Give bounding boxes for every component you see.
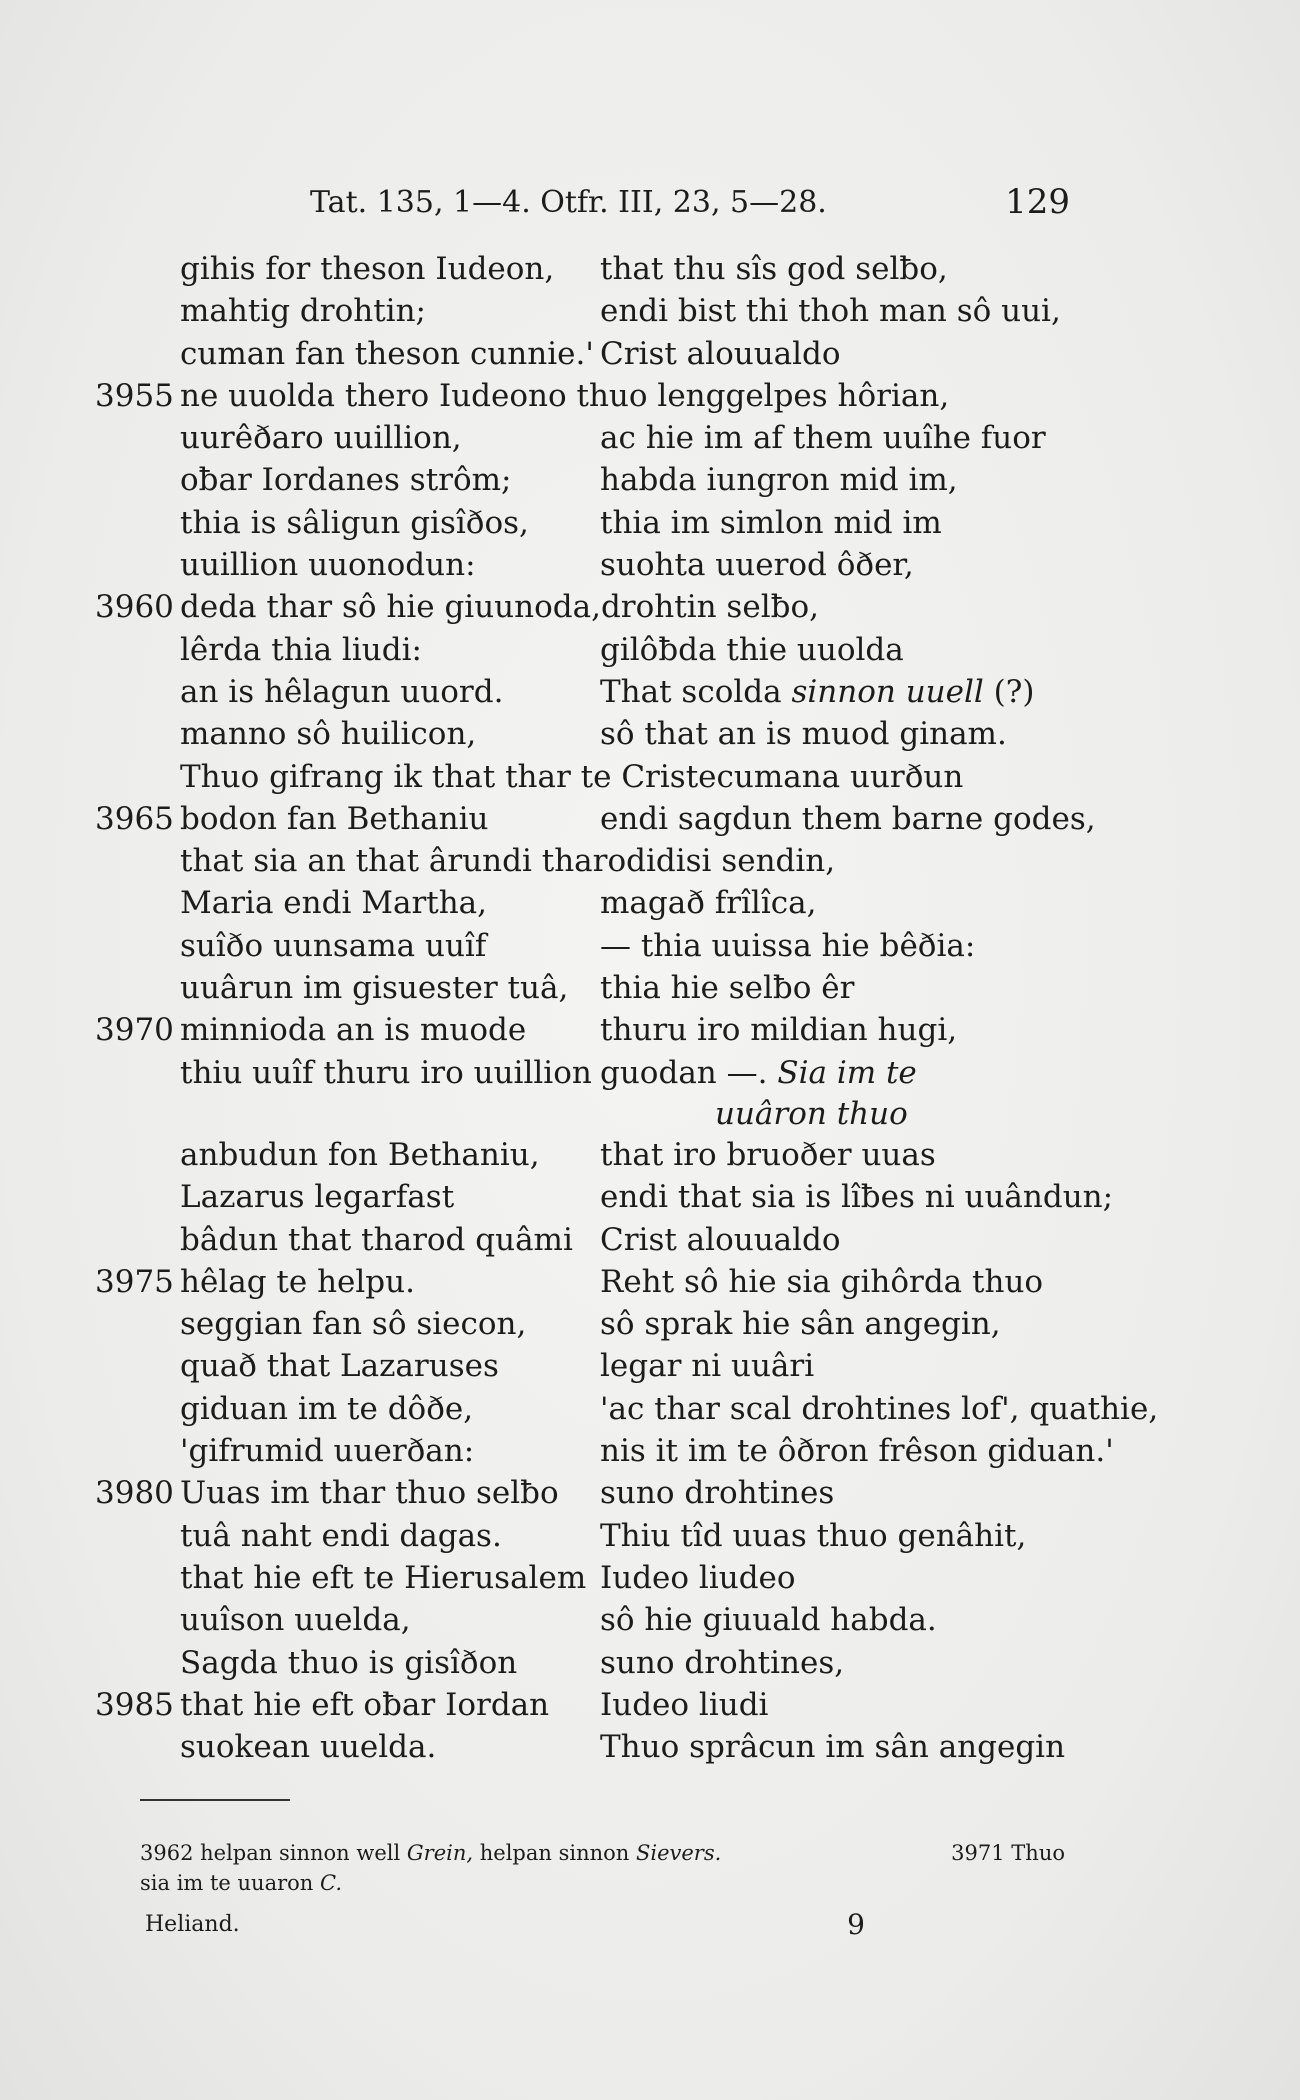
first-half-line: quað that Lazaruses (180, 1348, 499, 1385)
verse-text-line (180, 1472, 834, 1514)
second-half-line: Iudeo liudeo (600, 1559, 796, 1596)
verse-line (95, 756, 1095, 798)
first-half-line: oƀar Iordanes strôm; (180, 462, 512, 499)
first-half-line: suokean uuelda. (180, 1729, 437, 1766)
verse-line (95, 798, 1095, 840)
first-half-line: gihis for theson Iudeon, (180, 251, 555, 287)
first-half-line: that sia an that ârundi tharod (180, 843, 646, 880)
first-half-line: Uuas im thar thuo selƀo (180, 1475, 559, 1512)
second-half-line: endi sagdun them barne godes, (600, 800, 1096, 837)
second-half-line: idisi sendin, (645, 843, 836, 880)
verse-text-line (180, 1345, 814, 1387)
verse-text-line (180, 1388, 1158, 1430)
second-half-line: endi that sia is lîƀes ni uuândun; (600, 1179, 1114, 1216)
book-title-signature: Heliand. (145, 1912, 240, 1937)
second-half-line: habda iungron mid im, (600, 462, 958, 499)
verse-text-line (180, 1557, 796, 1599)
verse-text-line (180, 798, 1096, 840)
verse-line (95, 459, 1095, 501)
verse-text-line (180, 417, 1046, 459)
line-number: 3980 (95, 1475, 174, 1512)
verse-line (95, 417, 1095, 459)
verse-text-line (180, 1684, 768, 1726)
italic-emendation: Sia im te (777, 1054, 917, 1091)
second-half-line: thuru iro mildian hugi, (600, 1012, 958, 1049)
verse-line (95, 1094, 1095, 1134)
verse-text-line (180, 1726, 1065, 1768)
verse-text-line (180, 882, 816, 924)
second-half-line: sô hie giuuald habda. (600, 1602, 937, 1639)
verse-line (95, 375, 1095, 417)
first-half-line: bâdun that tharod quâmi (180, 1221, 573, 1258)
first-half-line: that hie eft oƀar Iordan (180, 1686, 550, 1723)
second-half-line: that iro bruoðer uuas (600, 1136, 936, 1173)
verse-line (95, 333, 1095, 375)
line-number: 3970 (95, 1012, 174, 1049)
second-half-line: drohtin selƀo, (600, 589, 819, 626)
footnote-3971-start: 3971 Thuo (951, 1841, 1065, 1865)
first-half-line: minnioda an is muode (180, 1012, 527, 1049)
verse-text-line (180, 333, 841, 375)
second-half-line: Thuo sprâcun im sân angegin (600, 1729, 1066, 1766)
page-number: 129 (1005, 182, 1070, 222)
verse-line (95, 290, 1095, 332)
line-number: 3955 (95, 377, 174, 414)
second-half-line: suno drohtines (600, 1475, 835, 1512)
second-half-line: sô sprak hie sân angegin, (600, 1306, 1001, 1343)
second-half-line: Reht sô hie sia gihôrda thuo (600, 1263, 1044, 1300)
verse-line (95, 882, 1095, 924)
verse-line (95, 1557, 1095, 1599)
verse-line (95, 1430, 1114, 1472)
verse-text-line (180, 459, 958, 501)
line-number: 3975 (95, 1263, 174, 1300)
verse-text-line (715, 1094, 908, 1134)
verse-line (95, 1642, 1095, 1684)
verse-line (95, 1515, 1095, 1557)
line-number: 3960 (95, 589, 174, 626)
italic-emendation: sinnon uuell (791, 673, 984, 710)
second-half-line: cumana uurðun (716, 758, 964, 795)
verse-text-line (180, 290, 1061, 332)
verse-line (95, 1472, 1095, 1514)
verse-text-line (180, 629, 904, 671)
first-half-line: 'gifrumid uuerðan: (180, 1433, 475, 1470)
first-half-line: seggian fan sô siecon, (180, 1306, 527, 1343)
second-half-line: suohta uuerod ôðer, (600, 547, 914, 584)
second-half-line: guodan —. (600, 1054, 778, 1091)
verse-line (95, 1176, 1114, 1218)
verse-text (95, 248, 1159, 1768)
second-half-line: that thu sîs god selƀo, (600, 251, 948, 287)
verse-text-line (180, 756, 963, 798)
verse-continuation: uuâron thuo (715, 1095, 908, 1132)
page-footer (145, 1908, 865, 1941)
second-half-line: Crist alouualdo (600, 1221, 841, 1258)
first-half-line: anbudun fon Bethaniu, (180, 1136, 540, 1173)
verse-line (95, 248, 1095, 290)
verse-line (95, 544, 1095, 586)
first-half-line: hêlag te helpu. (180, 1263, 415, 1300)
footnote-3962: 3962 helpan sinnon well Grein, helpan sinnon Sievers. (140, 1841, 722, 1865)
verse-text-line (180, 840, 835, 882)
footnote-line-2 (140, 1868, 1065, 1898)
first-half-line: cuman fan theson cunnie.' (180, 335, 594, 372)
first-half-line: uurêðaro uuillion, (180, 420, 462, 457)
verse-line (95, 1009, 1095, 1051)
first-half-line: uuîson uuelda, (180, 1602, 411, 1639)
verse-line (95, 713, 1095, 755)
verse-text-line (180, 586, 819, 628)
first-half-line: Maria endi Martha, (180, 885, 488, 922)
running-header (310, 172, 1070, 232)
verse-text-line (180, 1430, 1114, 1472)
second-half-line: sô that an is muod ginam. (600, 716, 1007, 753)
verse-line (95, 1684, 1095, 1726)
verse-line (95, 967, 1095, 1009)
verse-text-line (180, 1515, 1026, 1557)
verse-line (95, 1726, 1095, 1768)
verse-line (95, 925, 1095, 967)
line-number: 3965 (95, 800, 174, 837)
verse-text-line (180, 502, 942, 544)
first-half-line: mahtig drohtin; (180, 293, 426, 330)
footnote-line-1 (140, 1838, 1065, 1868)
header-citation: Tat. 135, 1—4. Otfr. III, 23, 5—28. (310, 184, 827, 220)
verse-text-line (180, 1009, 957, 1051)
verse-line (95, 1261, 1095, 1303)
second-half-line: thia hie selƀo êr (600, 970, 855, 1007)
second-half-line: Iudeo liudi (600, 1686, 769, 1723)
sheet-signature: 9 (847, 1908, 865, 1941)
verse-text-line (180, 1303, 1001, 1345)
verse-text-line (180, 544, 914, 586)
second-half-line: endi bist thi thoh man sô uui, (600, 293, 1061, 330)
verse-text-line (180, 1134, 936, 1176)
first-half-line: lêrda thia liudi: (180, 631, 422, 668)
verse-text-line (180, 1052, 917, 1094)
second-half-line: gelpes hôrian, (725, 377, 950, 414)
first-half-line: uuârun im gisuester tuâ, (180, 970, 569, 1007)
verse-line (95, 671, 1095, 713)
second-half-line: suno drohtines, (600, 1644, 845, 1681)
verse-text-line (180, 1642, 844, 1684)
first-half-line: Thuo gifrang ik that thar te Criste (180, 758, 717, 795)
second-half-line: Crist alouualdo (600, 335, 841, 372)
verse-line (95, 840, 1095, 882)
second-half-line: gilôƀda thie uuolda (600, 631, 904, 668)
second-half-line: nis it im te ôðron frêson giduan.' (600, 1433, 1114, 1470)
first-half-line: ne uuolda thero Iudeono thuo leng (180, 377, 726, 414)
footnotes (140, 1838, 1065, 1898)
verse-line (95, 1388, 1159, 1430)
verse-line (95, 1219, 1095, 1261)
first-half-line: giduan im te dôðe, (180, 1390, 474, 1427)
first-half-line: deda thar sô hie giuunoda, (180, 589, 601, 626)
verse-text-line (180, 713, 1007, 755)
first-half-line: tuâ naht endi dagas. (180, 1517, 502, 1554)
second-half-line: magað frîlîca, (600, 885, 817, 922)
verse-text-line (180, 1261, 1043, 1303)
verse-text-line (180, 248, 948, 290)
second-half-line: Thiu tîd uuas thuo genâhit, (600, 1517, 1027, 1554)
first-half-line: that hie eft te Hierusalem (180, 1559, 587, 1596)
second-half-line: That scolda (600, 673, 792, 710)
second-half-line: thia im simlon mid im (600, 504, 942, 541)
footnote-rule (140, 1799, 290, 1801)
verse-line (95, 629, 1095, 671)
first-half-line: manno sô huilicon, (180, 716, 477, 753)
first-half-line: uuillion uuonodun: (180, 547, 476, 584)
second-half-line: legar ni uuâri (600, 1348, 815, 1385)
verse-text-line (180, 1599, 937, 1641)
verse-text-line (180, 1176, 1113, 1218)
first-half-line: Lazarus legarfast (180, 1179, 455, 1216)
first-half-line: thia is sâligun gisîðos, (180, 504, 529, 541)
second-half-line: — thia uuissa hie bêðia: (600, 927, 976, 964)
verse-line (95, 1134, 1095, 1176)
verse-text-line (180, 375, 949, 417)
first-half-line: thiu uuîf thuru iro uuillion (180, 1054, 592, 1091)
verse-line (95, 1052, 1095, 1094)
first-half-line: Sagda thuo is gisîðon (180, 1644, 518, 1681)
verse-line (95, 586, 1095, 628)
verse-text-line (180, 967, 854, 1009)
first-half-line: suîðo uunsama uuîf (180, 927, 487, 964)
verse-line (95, 1599, 1095, 1641)
verse-text-line (180, 925, 975, 967)
second-half-line: 'ac thar scal drohtines lof', quathie, (600, 1390, 1159, 1427)
first-half-line: bodon fan Bethaniu (180, 800, 489, 837)
second-half-line: ac hie im af them uuîhe fuor (600, 420, 1046, 457)
verse-line (95, 1303, 1095, 1345)
editorial-mark: (?) (983, 673, 1035, 710)
first-half-line: an is hêlagun uuord. (180, 673, 504, 710)
verse-line (95, 502, 1095, 544)
verse-text-line (180, 1219, 841, 1261)
footnote-3971-cont: sia im te uuaron C. (140, 1871, 342, 1895)
verse-text-line (180, 671, 1034, 713)
verse-line (95, 1345, 1095, 1387)
line-number: 3985 (95, 1686, 174, 1723)
